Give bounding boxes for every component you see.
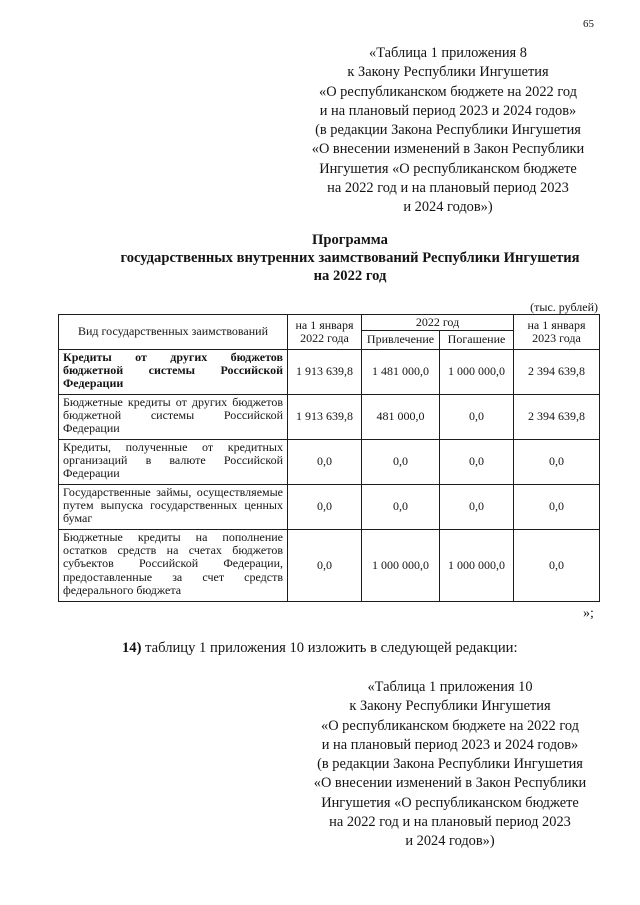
amendment-number: 14) [122, 640, 142, 656]
cell-attraction: 481 000,0 [362, 395, 440, 440]
closing-quote: »; [583, 606, 594, 621]
units-label: (тыс. рублей) [530, 300, 598, 314]
page-number: 65 [583, 18, 594, 30]
header-line: и 2024 годов») [405, 833, 495, 850]
table-row [59, 530, 600, 602]
program-title-line: Программа [312, 232, 388, 248]
cell-jan-2022: 0,0 [288, 485, 362, 530]
header-line: Ингушетия «О республиканском бюджете [321, 794, 579, 811]
header-line: «О внесении изменений в Закон Республики [311, 141, 585, 158]
cell-jan-2022: 0,0 [288, 440, 362, 485]
header-kind: Вид государственных заимствований [59, 315, 288, 350]
row-name: Кредиты от других бюджетов бюджетной системы Российской Федерации [59, 350, 288, 395]
borrowing-program-table [58, 314, 600, 602]
cell-attraction: 1 481 000,0 [362, 350, 440, 395]
cell-jan-2022: 1 913 639,8 [288, 350, 362, 395]
row-name: Бюджетные кредиты на пополнение остатков средств на счетах бюджетов субъектов Российской Федерации, предоставленные за счет средств федерального бюджета [59, 530, 288, 602]
row-name: Государственные займы, осуществляемые путем выпуска государственных ценных бумаг [59, 485, 288, 530]
header-line: Ингушетия «О республиканском бюджете [319, 160, 577, 177]
cell-jan-2023: 0,0 [514, 485, 600, 530]
cell-attraction: 1 000 000,0 [362, 530, 440, 602]
header-line: и на плановый период 2023 и 2024 годов» [319, 102, 577, 119]
header-line: и 2024 годов») [403, 199, 493, 216]
cell-attraction: 0,0 [362, 485, 440, 530]
header-line: (в редакции Закона Республики Ингушетия [315, 122, 581, 139]
header-repayment: Погашение [440, 331, 514, 350]
cell-repayment: 0,0 [440, 485, 514, 530]
appendix-8-header [300, 44, 596, 218]
header-line: «О республиканском бюджете на 2022 год [321, 717, 579, 734]
amendment-text: таблицу 1 приложения 10 изложить в следующей редакции: [141, 640, 518, 656]
cell-jan-2022: 0,0 [288, 530, 362, 602]
program-title-line: государственных внутренних заимствований Республики Ингушетия [120, 250, 580, 266]
cell-repayment: 1 000 000,0 [440, 530, 514, 602]
header-line: к Закону Республики Ингушетия [349, 698, 551, 715]
header-line: на 2022 год и на плановый период 2023 [329, 814, 571, 831]
cell-jan-2023: 2 394 639,8 [514, 395, 600, 440]
header-attraction: Привлечение [362, 331, 440, 350]
cell-jan-2022: 1 913 639,8 [288, 395, 362, 440]
appendix-10-header [300, 678, 600, 852]
header-jan-2023: на 1 января 2023 года [514, 315, 600, 350]
row-name: Кредиты, полученные от кредитных организаций в валюте Российской Федерации [59, 440, 288, 485]
table-row [59, 440, 600, 485]
table-row [59, 395, 600, 440]
cell-jan-2023: 2 394 639,8 [514, 350, 600, 395]
header-jan-2022: на 1 января 2022 года [288, 315, 362, 350]
program-title-line: на 2022 год [313, 268, 387, 284]
header-line: «Таблица 1 приложения 8 [369, 45, 527, 61]
cell-repayment: 1 000 000,0 [440, 350, 514, 395]
cell-repayment: 0,0 [440, 440, 514, 485]
cell-attraction: 0,0 [362, 440, 440, 485]
table-row [59, 350, 600, 395]
header-line: «О внесении изменений в Закон Республики [313, 775, 587, 792]
header-year-2022: 2022 год [362, 315, 514, 331]
header-line: к Закону Республики Ингушетия [347, 64, 549, 81]
header-line: на 2022 год и на плановый период 2023 [327, 180, 569, 197]
row-name: Бюджетные кредиты от других бюджетов бюджетной системы Российской Федерации [59, 395, 288, 440]
cell-jan-2023: 0,0 [514, 530, 600, 602]
cell-repayment: 0,0 [440, 395, 514, 440]
amendment-instruction [122, 640, 518, 657]
program-title [60, 231, 640, 285]
header-line: «Таблица 1 приложения 10 [367, 679, 533, 695]
header-line: «О республиканском бюджете на 2022 год [319, 83, 577, 100]
cell-jan-2023: 0,0 [514, 440, 600, 485]
header-line: (в редакции Закона Республики Ингушетия [317, 756, 583, 773]
header-line: и на плановый период 2023 и 2024 годов» [321, 736, 579, 753]
table-row [59, 485, 600, 530]
